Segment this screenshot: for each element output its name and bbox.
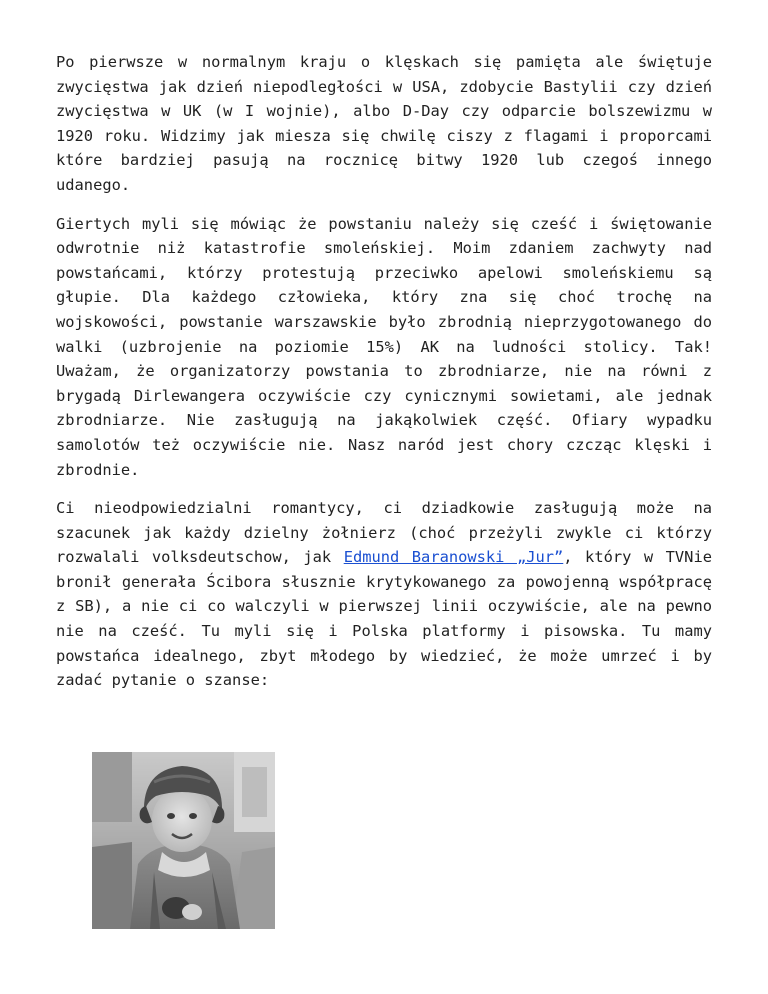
edmund-baranowski-link[interactable]: Edmund Baranowski „Jur” <box>343 548 564 567</box>
paragraph-3-text-before: Ci nieodpowiedzialni romantycy, ci dziadkowie zasługują może na szacunek jak każdy dzielny żołnierz (choć przeżyli zwykle ci którzy rozwalali volksdeutschow, jak <box>56 499 712 567</box>
paragraph-2: Giertych myli się mówiąc że powstaniu należy się cześć i świętowanie odwrotnie niż katastrofie smoleńskiej. Moim zdaniem zachwyty nad powstańcami, którzy protestują przeciwko apelowi smoleńskiemu są głupie. Dla każdego człowieka, który zna się choć trochę na wojskowości, powstanie warszawskie było zbrodnią nieprzygotowanego do walki (uzbrojenie na poziomie 15%) AK na ludności stolicy. Tak! Uważam, że organizatorzy powstania to zbrodniarze, nie na równi z brygadą Dirlewangera oczywiście czy cynicznymi sowietami, ale jednak zbrodniarze. Nie zasługują na jakąkolwiek część. Ofiary wypadku samolotów też oczywiście nie. Nasz naród jest chory czcząc klęski i zbrodnie. <box>56 214 712 479</box>
child-soldier-photo <box>92 752 275 929</box>
article-body <box>56 50 712 707</box>
paragraph-3 <box>56 496 712 693</box>
paragraph-1: Po pierwsze w normalnym kraju o klęskach się pamięta ale świętuje zwycięstwa jak dzień niepodległości w USA, zdobycie Bastylii czy dzień zwycięstwa w UK (w I wojnie), albo D-Day czy odparcie bolszewizmu w 1920 roku. Widzimy jak miesza się chwilę ciszy z flagami i proporcami które bardziej pasują na rocznicę bitwy 1920 lub czegoś innego udanego. <box>56 53 712 194</box>
paragraph-3-text-after: , który w TVNie bronił generała Ścibora słusznie krytykowanego za powojenną współpracę z SB), a nie ci co walczyli w pierwszej linii oczywiście, ale na pewno nie na cześć. Tu myli się i Polska platformy i pisowska. Tu mamy powstańca idealnego, zbyt młodego by wiedzieć, że może umrzeć i by zadać pytanie o szanse: <box>56 548 712 690</box>
